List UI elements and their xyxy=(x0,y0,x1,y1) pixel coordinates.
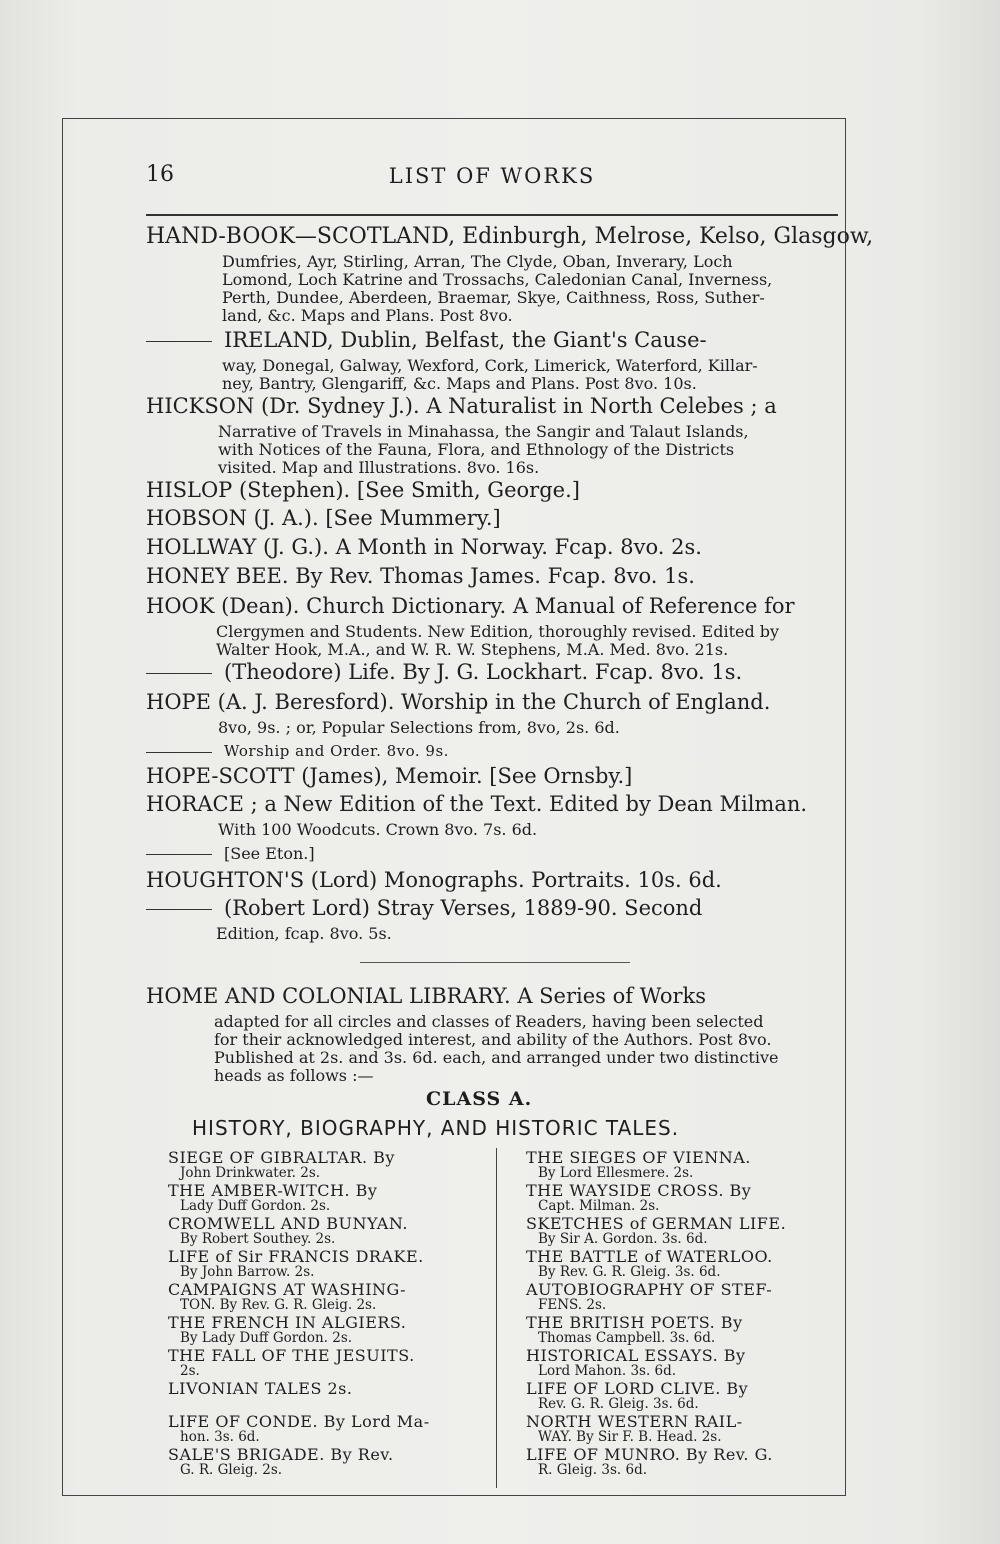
library-title: THE BATTLE of WATERLOO. xyxy=(526,1247,773,1266)
ditto-dash xyxy=(146,341,212,342)
library-title: THE SIEGES OF VIENNA. xyxy=(526,1148,751,1167)
library-title: SIEGE OF GIBRALTAR. By xyxy=(168,1148,395,1167)
library-title: THE WAYSIDE CROSS. By xyxy=(526,1181,752,1200)
entry-line: Clergymen and Students. New Edition, thoroughly revised. Edited by xyxy=(216,622,780,641)
entry-heading: HOOK (Dean). Church Dictionary. A Manual of Reference for xyxy=(146,594,795,618)
library-title: THE FRENCH IN ALGIERS. xyxy=(168,1313,407,1332)
running-header xyxy=(146,158,838,198)
library-title: CROMWELL AND BUNYAN. xyxy=(168,1214,408,1233)
library-title: NORTH WESTERN RAIL- xyxy=(526,1412,743,1431)
library-author: FENS. 2s. xyxy=(538,1297,607,1313)
library-author: Capt. Milman. 2s. xyxy=(538,1198,660,1214)
entry-heading: HAND-BOOK—SCOTLAND, Edinburgh, Melrose, Kelso, Glasgow, xyxy=(146,224,874,249)
header-rule xyxy=(146,214,838,216)
page-number: 16 xyxy=(146,162,174,187)
entry-line: Lomond, Loch Katrine and Trossachs, Caledonian Canal, Inverness, xyxy=(222,270,773,289)
entry-line: way, Donegal, Galway, Wexford, Cork, Limerick, Waterford, Killar- xyxy=(222,356,758,375)
running-title: LIST OF WORKS xyxy=(388,164,596,188)
entry-line: Edition, fcap. 8vo. 5s. xyxy=(216,924,392,943)
entry-heading: HORACE ; a New Edition of the Text. Edited by Dean Milman. xyxy=(146,792,808,816)
entry-line: visited. Map and Illustrations. 8vo. 16s. xyxy=(218,458,540,477)
library-description-line: heads as follows :— xyxy=(214,1066,374,1085)
entry-heading: HOPE (A. J. Beresford). Worship in the Church of England. xyxy=(146,690,771,714)
library-title: AUTOBIOGRAPHY OF STEF- xyxy=(526,1280,773,1299)
library-author: By Lady Duff Gordon. 2s. xyxy=(180,1330,353,1346)
library-author: TON. By Rev. G. R. Gleig. 2s. xyxy=(180,1297,377,1313)
entry-heading-text: (Robert Lord) Stray Verses, 1889-90. Second xyxy=(224,896,703,920)
entry-heading: HOLLWAY (J. G.). A Month in Norway. Fcap. 8vo. 2s. xyxy=(146,535,702,559)
entry-heading: HISLOP (Stephen). [See Smith, George.] xyxy=(146,478,580,502)
ditto-dash xyxy=(146,909,212,910)
library-author: R. Gleig. 3s. 6d. xyxy=(538,1462,648,1478)
entry-heading xyxy=(146,330,707,351)
entry-line: Walter Hook, M.A., and W. R. W. Stephens, M.A. Med. 8vo. 21s. xyxy=(216,640,729,659)
ditto-dash xyxy=(146,854,212,855)
entry-heading xyxy=(146,662,742,683)
entry-heading: HICKSON (Dr. Sydney J.). A Naturalist in North Celebes ; a xyxy=(146,394,777,418)
entry-line: ney, Bantry, Glengariff, &c. Maps and Plans. Post 8vo. 10s. xyxy=(222,374,697,393)
entry-line: Dumfries, Ayr, Stirling, Arran, The Clyde, Oban, Inverary, Loch xyxy=(222,252,733,271)
library-heading: HOME AND COLONIAL LIBRARY. A Series of Works xyxy=(146,984,707,1008)
library-title: SKETCHES of GERMAN LIFE. xyxy=(526,1214,787,1233)
class-label: CLASS A. xyxy=(426,1088,533,1110)
library-author: Lady Duff Gordon. 2s. xyxy=(180,1198,331,1214)
library-author: Thomas Campbell. 3s. 6d. xyxy=(538,1330,716,1346)
library-description-line: Published at 2s. and 3s. 6d. each, and arranged under two distinctive xyxy=(214,1048,779,1067)
entry-line: 8vo, 9s. ; or, Popular Selections from, 8vo, 2s. 6d. xyxy=(218,718,620,737)
ditto-dash xyxy=(146,752,212,753)
library-title: SALE'S BRIGADE. By Rev. xyxy=(168,1445,394,1464)
entry-heading-text: (Theodore) Life. By J. G. Lockhart. Fcap. 8vo. 1s. xyxy=(224,660,743,684)
entry-heading: HONEY BEE. By Rev. Thomas James. Fcap. 8vo. 1s. xyxy=(146,564,695,588)
library-title: HISTORICAL ESSAYS. By xyxy=(526,1346,746,1365)
entry-line: Perth, Dundee, Aberdeen, Braemar, Skye, Caithness, Ross, Suther- xyxy=(222,288,765,307)
entry-heading-text: IRELAND, Dublin, Belfast, the Giant's Cause- xyxy=(224,328,707,352)
entry-heading: HOBSON (J. A.). [See Mummery.] xyxy=(146,506,501,530)
section-rule xyxy=(360,962,630,963)
class-heading: HISTORY, BIOGRAPHY, AND HISTORIC TALES. xyxy=(192,1116,680,1140)
entry-line: with Notices of the Fauna, Flora, and Ethnology of the Districts xyxy=(218,440,735,459)
library-description-line: adapted for all circles and classes of Readers, having been selected xyxy=(214,1012,764,1031)
library-title: LIFE of Sir FRANCIS DRAKE. xyxy=(168,1247,424,1266)
library-author: 2s. xyxy=(180,1363,200,1379)
library-title: LIVONIAN TALES 2s. xyxy=(168,1379,353,1398)
library-author: By Rev. G. R. Gleig. 3s. 6d. xyxy=(538,1264,721,1280)
library-author: G. R. Gleig. 2s. xyxy=(180,1462,283,1478)
entry-line: With 100 Woodcuts. Crown 8vo. 7s. 6d. xyxy=(218,820,538,839)
entry-line: land, &c. Maps and Plans. Post 8vo. xyxy=(222,306,513,325)
library-author: John Drinkwater. 2s. xyxy=(180,1165,321,1181)
library-title: THE BRITISH POETS. By xyxy=(526,1313,743,1332)
column-divider xyxy=(496,1148,497,1488)
library-title: LIFE OF LORD CLIVE. By xyxy=(526,1379,749,1398)
library-title: LIFE OF CONDE. By Lord Ma- xyxy=(168,1412,430,1431)
entry-heading-text: Worship and Order. 8vo. 9s. xyxy=(224,742,449,760)
entry-heading-text: [See Eton.] xyxy=(224,844,315,863)
entry-heading: HOPE-SCOTT (James), Memoir. [See Ornsby.] xyxy=(146,764,633,788)
library-title: THE FALL OF THE JESUITS. xyxy=(168,1346,415,1365)
library-author: Rev. G. R. Gleig. 3s. 6d. xyxy=(538,1396,699,1412)
library-title: LIFE OF MUNRO. By Rev. G. xyxy=(526,1445,773,1464)
library-author: hon. 3s. 6d. xyxy=(180,1429,260,1445)
ditto-dash xyxy=(146,673,212,674)
entry-heading: HOUGHTON'S (Lord) Monographs. Portraits. 10s. 6d. xyxy=(146,868,722,892)
library-author: WAY. By Sir F. B. Head. 2s. xyxy=(538,1429,722,1445)
entry-heading xyxy=(146,898,702,919)
library-author: By Lord Ellesmere. 2s. xyxy=(538,1165,694,1181)
entry-heading xyxy=(146,744,449,759)
entry-line: Narrative of Travels in Minahassa, the Sangir and Talaut Islands, xyxy=(218,422,749,441)
library-author: By Robert Southey. 2s. xyxy=(180,1231,336,1247)
library-description-line: for their acknowledged interest, and ability of the Authors. Post 8vo. xyxy=(214,1030,772,1049)
entry-heading xyxy=(146,846,315,862)
library-author: By Sir A. Gordon. 3s. 6d. xyxy=(538,1231,708,1247)
library-title: THE AMBER-WITCH. By xyxy=(168,1181,378,1200)
library-title: CAMPAIGNS AT WASHING- xyxy=(168,1280,407,1299)
library-author: By John Barrow. 2s. xyxy=(180,1264,315,1280)
library-author: Lord Mahon. 3s. 6d. xyxy=(538,1363,677,1379)
